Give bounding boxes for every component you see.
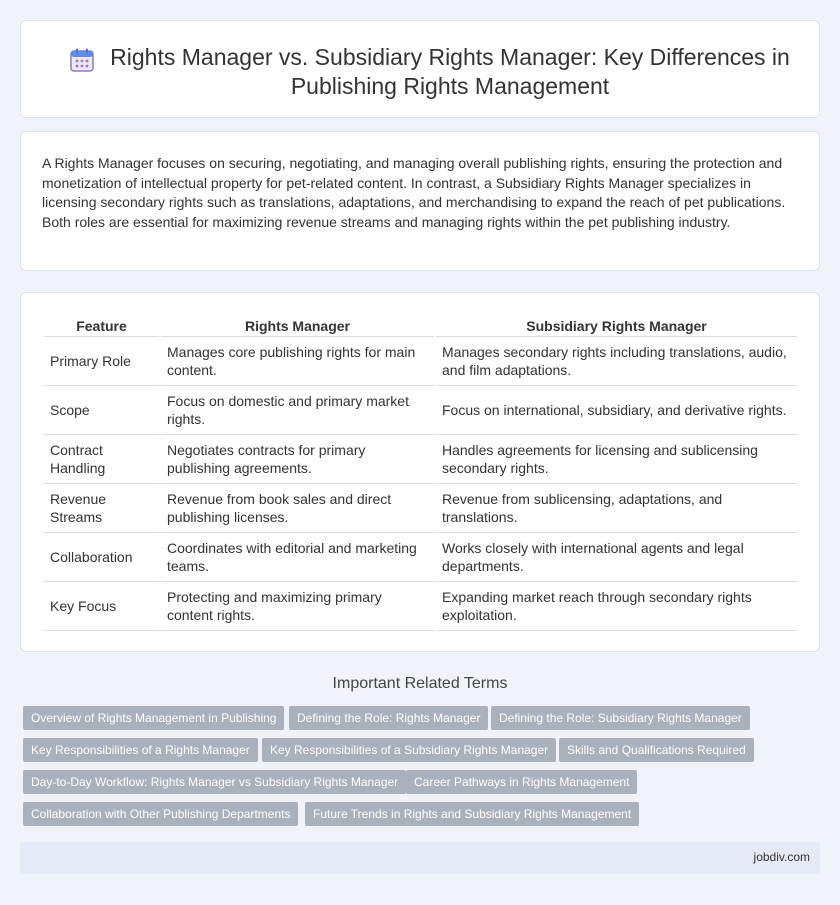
intro-text: A Rights Manager focuses on securing, negotiating, and managing overall publishing rights, ensuring the protection and monetization of intellectual property for pet-related content. In contrast, a Subsidiary Rights Manager specializes in licensing secondary rights such as translations, adaptations, and merchandising to expand the reach of pet publications. Both roles are essential for maximizing revenue streams and managing rights within the pet publishing industry. (42, 155, 786, 230)
rights-manager-cell: Manages core publishing rights for main content. (161, 337, 434, 386)
table-header-row (44, 315, 797, 337)
header-feature: Feature (44, 315, 159, 337)
intro-card (20, 131, 820, 271)
rights-manager-cell: Protecting and maximizing primary content rights. (161, 582, 434, 631)
related-tag[interactable]: Career Pathways in Rights Management (406, 770, 637, 794)
related-terms-title: Important Related Terms (332, 675, 508, 692)
comparison-table (42, 315, 799, 631)
footer (20, 842, 820, 874)
table-row (44, 533, 797, 582)
comparison-card (20, 292, 820, 652)
feature-cell: Key Focus (44, 582, 159, 631)
subsidiary-cell: Revenue from sublicensing, adaptations, and translations. (436, 484, 797, 533)
feature-cell: Collaboration (44, 533, 159, 582)
table-row (44, 337, 797, 386)
subsidiary-cell: Expanding market reach through secondary rights exploitation. (436, 582, 797, 631)
header-card (20, 20, 820, 118)
related-tag[interactable]: Collaboration with Other Publishing Departments (23, 802, 298, 826)
table-row (44, 435, 797, 484)
related-tag[interactable]: Defining the Role: Subsidiary Rights Manager (491, 706, 750, 730)
related-tag[interactable]: Skills and Qualifications Required (559, 738, 754, 762)
rights-manager-cell: Focus on domestic and primary market rights. (161, 386, 434, 435)
related-tag[interactable]: Key Responsibilities of a Rights Manager (23, 738, 258, 762)
subsidiary-cell: Handles agreements for licensing and sublicensing secondary rights. (436, 435, 797, 484)
subsidiary-cell: Focus on international, subsidiary, and derivative rights. (436, 386, 797, 435)
related-tag[interactable]: Overview of Rights Management in Publishing (23, 706, 284, 730)
page-title: Rights Manager vs. Subsidiary Rights Manager: Key Differences in Publishing Rights Management (110, 44, 790, 99)
header-rights-manager: Rights Manager (161, 315, 434, 337)
rights-manager-cell: Coordinates with editorial and marketing teams. (161, 533, 434, 582)
subsidiary-cell: Works closely with international agents and legal departments. (436, 533, 797, 582)
footer-site[interactable]: jobdiv.com (753, 850, 810, 864)
feature-cell: Scope (44, 386, 159, 435)
feature-cell: Revenue Streams (44, 484, 159, 533)
header-subsidiary-rights-manager: Subsidiary Rights Manager (436, 315, 797, 337)
related-tag[interactable]: Defining the Role: Rights Manager (289, 706, 488, 730)
rights-manager-cell: Revenue from book sales and direct publishing licenses. (161, 484, 434, 533)
table-row (44, 386, 797, 435)
related-tag[interactable]: Key Responsibilities of a Subsidiary Rights Manager (262, 738, 556, 762)
rights-manager-cell: Negotiates contracts for primary publishing agreements. (161, 435, 434, 484)
feature-cell: Primary Role (44, 337, 159, 386)
subsidiary-cell: Manages secondary rights including translations, audio, and film adaptations. (436, 337, 797, 386)
table-row (44, 484, 797, 533)
feature-cell: Contract Handling (44, 435, 159, 484)
table-row (44, 582, 797, 631)
related-tag[interactable]: Future Trends in Rights and Subsidiary Rights Management (305, 802, 639, 826)
related-tag[interactable]: Day-to-Day Workflow: Rights Manager vs Subsidiary Rights Manager (23, 770, 406, 794)
